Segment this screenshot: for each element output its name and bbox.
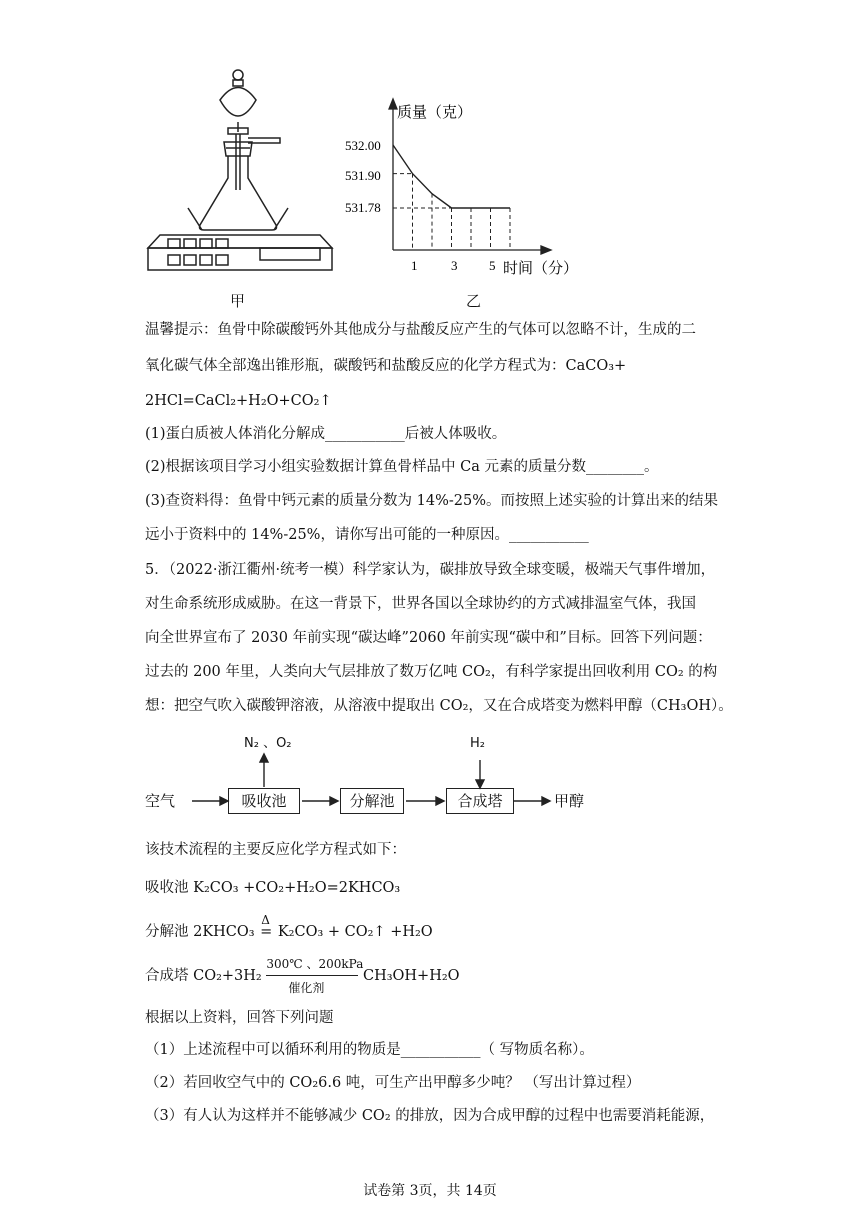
- answer-question-1: （1）上述流程中可以循环利用的物质是___________（ 写物质名称）。: [145, 1042, 594, 1058]
- mass-curve: [393, 145, 510, 208]
- flow-intro: 该技术流程的主要反应化学方程式如下：: [145, 842, 406, 858]
- equation-decompose-left: 分解池 2KHCO₃: [145, 924, 255, 940]
- equation-synthesis-condition: [266, 957, 364, 995]
- flow-top-output: N₂ 、O₂: [244, 736, 292, 751]
- flow-top-input: H₂: [470, 736, 485, 751]
- flow-arrows: [140, 750, 560, 820]
- flow-box-absorb: 吸收池: [228, 788, 300, 814]
- equation-synthesis-right: CH₃OH+H₂O: [362, 968, 460, 984]
- equation-decompose-right: K₂CO₃ + CO₂↑ +H₂O: [277, 924, 433, 940]
- y-tick-label: 531.90: [345, 168, 381, 183]
- after-equations: 根据以上资料，回答下列问题: [145, 1010, 334, 1026]
- tip-line-1: 温馨提示：鱼骨中除碳酸钙外其他成分与盐酸反应产生的气体可以忽略不计，生成的二: [145, 322, 696, 338]
- equation-synthesis-left: 合成塔 CO₂+3H₂: [145, 968, 262, 984]
- problem-5-line-4: 过去的 200 年里，人类向大气层排放了数万亿吨 CO₂，有科学家提出回收利用 CO₂ 的构: [145, 664, 718, 680]
- question-3-line-1: (3)查资料得：鱼骨中钙元素的质量分数为 14%-25%。而按照上述实验的计算出来的结果: [145, 493, 719, 509]
- y-tick-label: 531.78: [345, 200, 381, 215]
- equation-decompose: [145, 913, 433, 942]
- condition-top: 300℃ 、200kPa: [266, 957, 364, 971]
- problem-5-line-3: 向全世界宣布了 2030 年前实现“碳达峰”2060 年前实现“碳中和”目标。回答下列问题：: [145, 630, 712, 646]
- condition-line: [266, 975, 358, 976]
- x-tick-label: 1: [411, 258, 418, 273]
- problem-5-line-5: 想：把空气吹入碳酸钾溶液，从溶液中提取出 CO₂，又在合成塔变为燃料甲醇（CH₃OH）。: [145, 698, 733, 714]
- equation-decompose-condition: [259, 913, 273, 942]
- flow-output: 甲醇: [554, 792, 585, 810]
- equation-absorb: 吸收池 K₂CO₃ +CO₂+H₂O=2KHCO₃: [145, 880, 401, 896]
- chart-xlabel: 时间（分）: [503, 260, 579, 277]
- problem-5-line-1: 5．（2022·浙江衢州·统考一模）科学家认为，碳排放导致全球变暖，极端天气事件增加，: [145, 562, 716, 578]
- flow-box-decompose: 分解池: [340, 788, 404, 814]
- equation-synthesis: [145, 957, 460, 995]
- question-2: (2)根据该项目学习小组实验数据计算鱼骨样品中 Ca 元素的质量分数________。: [145, 459, 659, 475]
- flow-box-synthesis: 合成塔: [446, 788, 514, 814]
- x-tick-label: 5: [489, 258, 496, 273]
- tip-line-3: 2HCl=CaCl₂+H₂O+CO₂↑: [145, 393, 332, 409]
- tip-line-2: 氧化碳气体全部逸出锥形瓶，碳酸钙和盐酸反应的化学方程式为：CaCO₃+: [145, 358, 627, 374]
- answer-question-3: （3）有人认为这样并不能够减少 CO₂ 的排放，因为合成甲醇的过程中也需要消耗能源，: [145, 1108, 715, 1124]
- delta-symbol: Δ: [261, 913, 270, 927]
- flow-input: 空气: [145, 792, 176, 810]
- equal-sign: =: [260, 924, 273, 940]
- y-tick-label: 532.00: [345, 138, 381, 153]
- page-footer: 试卷第 3页，共 14页: [363, 1183, 497, 1199]
- chart-ylabel: 质量（克）: [397, 104, 473, 121]
- figure-label-jia: 甲: [230, 292, 246, 310]
- question-1: (1)蛋白质被人体消化分解成___________后被人体吸收。: [145, 426, 507, 442]
- problem-5-line-2: 对生命系统形成威胁。在这一背景下，世界各国以全球协约的方式减排温室气体，我国: [145, 596, 696, 612]
- mass-time-chart: [335, 95, 595, 285]
- apparatus-figure: [140, 60, 340, 275]
- condition-bottom: 催化剂: [288, 981, 325, 995]
- figure-label-yi: 乙: [466, 292, 482, 310]
- x-tick-label: 3: [451, 258, 458, 273]
- answer-question-2: （2）若回收空气中的 CO₂6.6 吨，可生产出甲醇多少吨？ （写出计算过程）: [145, 1075, 641, 1091]
- question-3-line-2: 远小于资料中的 14%-25%，请你写出可能的一种原因。___________: [145, 527, 589, 543]
